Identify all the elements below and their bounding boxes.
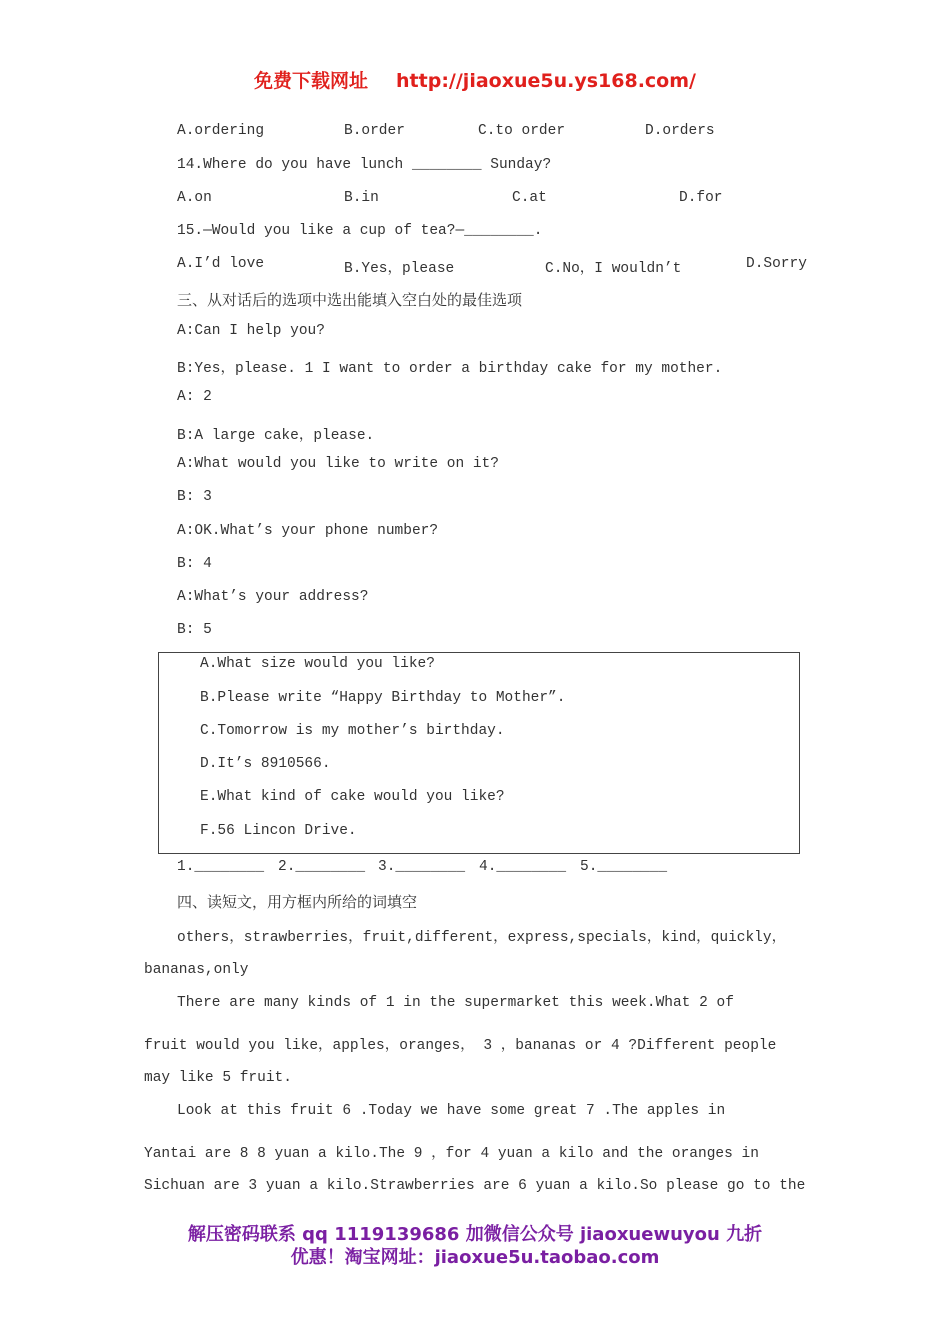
answer-blank[interactable]: 2.________ — [278, 859, 366, 875]
q13-options — [177, 123, 715, 139]
passage-line: may like 5 fruit. — [144, 1070, 292, 1086]
word-bank-line: others，strawberries，fruit,different，express,specials，kind，quickly， — [177, 930, 787, 946]
header-url-link[interactable]: http://jiaoxue5u.ys168.com/ — [396, 70, 696, 92]
q13-option-c: C.to order — [478, 123, 566, 139]
header-label: 免费下载网址 — [254, 70, 369, 92]
footer-line: 解压密码联系 qq 1119139686 加微信公众号 jiaoxuewuyou 九折 — [187, 1224, 763, 1245]
dialogue-line: B:A large cake，please. — [177, 428, 375, 444]
q14-options — [177, 190, 723, 206]
q15-option-b: B.Yes，please — [344, 261, 455, 277]
section4-title: 四、读短文，用方框内所给的词填空 — [177, 893, 418, 911]
choice-item: A.What size would you like? — [200, 656, 435, 672]
passage-line: fruit would you like，apples，oranges， 3 ，bananas or 4 ?Different people — [144, 1038, 777, 1054]
choice-item: C.Tomorrow is my mother’s birthday. — [200, 723, 505, 739]
answer-blank[interactable]: 5.________ — [580, 859, 668, 875]
q15-option-a: A.I’d love — [177, 256, 265, 272]
dialogue-line: A:OK.What’s your phone number? — [177, 523, 439, 539]
passage-line: Yantai are 8 8 yuan a kilo.The 9 ，for 4 yuan a kilo and the oranges in — [144, 1146, 759, 1162]
page-header — [0, 66, 950, 93]
section3-title: 三、从对话后的选项中选出能填入空白处的最佳选项 — [177, 291, 523, 309]
q13-option-a: A.ordering — [177, 123, 265, 139]
q15-options — [177, 256, 807, 277]
q15-option-d: D.Sorry — [746, 256, 807, 272]
answer-blank[interactable]: 3.________ — [378, 859, 466, 875]
dialogue-line: B: 5 — [177, 622, 212, 638]
choice-item: D.It’s 8910566. — [200, 756, 331, 772]
dialogue-line: A:Can I help you? — [177, 323, 325, 339]
dialogue-line: B:Yes，please. 1 I want to order a birthday cake for my mother. — [177, 361, 723, 377]
footer-line: 优惠！淘宝网址：jiaoxue5u.taobao.com — [290, 1247, 660, 1268]
q15-option-c: C.No，I wouldn’t — [545, 261, 682, 277]
choice-item: E.What kind of cake would you like? — [200, 789, 505, 805]
choice-item: B.Please write “Happy Birthday to Mother”. — [200, 690, 566, 706]
q14-option-a: A.on — [177, 190, 212, 206]
choice-item: F.56 Lincon Drive. — [200, 823, 357, 839]
q14-stem: 14.Where do you have lunch ________ Sunday? — [177, 157, 552, 173]
answer-blank[interactable]: 1.________ — [177, 859, 265, 875]
q15-stem: 15.—Would you like a cup of tea?—________. — [177, 223, 543, 239]
answer-blank[interactable]: 4.________ — [479, 859, 567, 875]
q14-option-c: C.at — [512, 190, 547, 206]
q13-option-d: D.orders — [645, 123, 715, 139]
q14-option-b: B.in — [344, 190, 379, 206]
dialogue-line: B: 4 — [177, 556, 212, 572]
passage-line: There are many kinds of 1 in the supermarket this week.What 2 of — [177, 995, 734, 1011]
answer-blanks — [177, 859, 667, 875]
word-bank-line: bananas,only — [144, 962, 249, 978]
passage-line: Sichuan are 3 yuan a kilo.Strawberries are 6 yuan a kilo.So please go to the — [144, 1178, 806, 1194]
dialogue-line: B: 3 — [177, 489, 212, 505]
passage-line: Look at this fruit 6 .Today we have some great 7 .The apples in — [177, 1103, 726, 1119]
q14-option-d: D.for — [679, 190, 723, 206]
dialogue-line: A:What’s your address? — [177, 589, 369, 605]
dialogue-line: A: 2 — [177, 389, 212, 405]
dialogue-line: A:What would you like to write on it? — [177, 456, 499, 472]
q13-option-b: B.order — [344, 123, 405, 139]
